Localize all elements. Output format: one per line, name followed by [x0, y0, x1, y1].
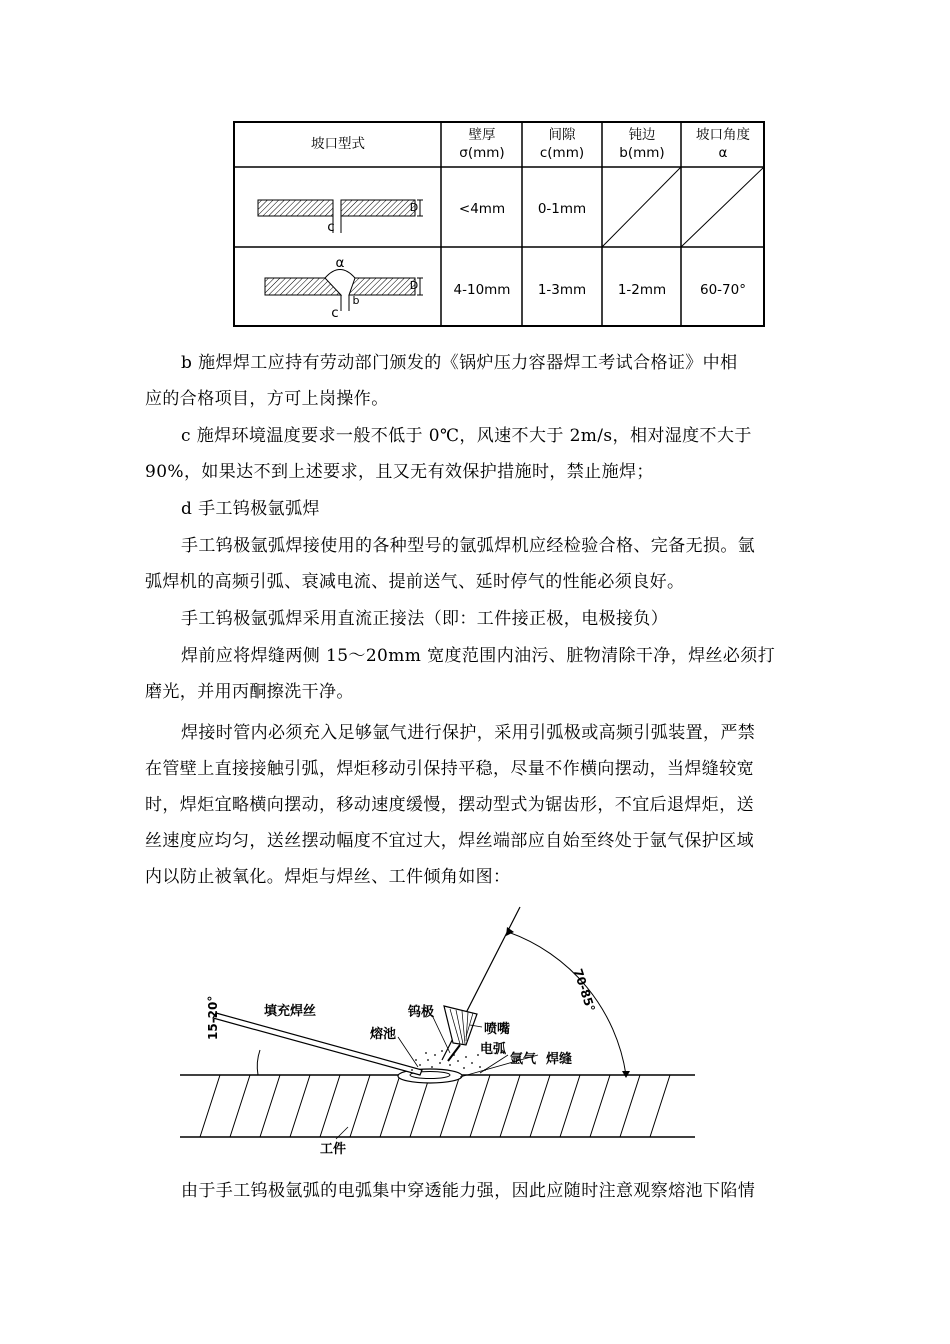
label-weld-pool: 熔池	[370, 1027, 397, 1042]
paragraph-line: 手工钨极氩弧焊采用直流正接法（即：工件接正极，电极接负）	[181, 609, 669, 629]
row2-thickness: 4-10mm	[453, 282, 511, 298]
header-angle: 坡口角度	[696, 127, 750, 143]
row2-blunt: 1-2mm	[617, 282, 667, 298]
paragraph-line: b 施焊焊工应持有劳动部门颁发的《锅炉压力容器焊工考试合格证》中相	[181, 353, 738, 373]
welding-diagram-drawing	[180, 905, 700, 1165]
welding-angle-diagram	[180, 905, 700, 1165]
row1-gap: 0-1mm	[537, 201, 587, 217]
row2-angle: 60-70°	[700, 282, 746, 298]
row2-label-d: D	[409, 279, 419, 292]
header-groove-type: 坡口型式	[311, 136, 365, 152]
paragraph-line: 焊前应将焊缝两侧 15～20mm 宽度范围内油污、脏物清除干净，焊丝必须打	[181, 646, 776, 666]
paragraph-line: 在管壁上直接接触引弧，焊炬移动引保持平稳，尽量不作横向摆动，当焊缝较宽	[145, 759, 754, 779]
paragraph-line: 由于手工钨极氩弧的电弧集中穿透能力强，因此应随时注意观察熔池下陷情	[181, 1181, 756, 1201]
label-arc: 电弧	[480, 1042, 507, 1057]
paragraph-line: 磨光，并用丙酮擦洗干净。	[145, 682, 354, 702]
paragraph-dc-polarity	[145, 601, 805, 637]
label-argon: 氩气	[510, 1052, 537, 1067]
paragraph-line: 应的合格项目，方可上岗操作。	[145, 389, 389, 409]
header-gap-unit: c(mm)	[539, 145, 585, 161]
paragraph-line: 90%，如果达不到上述要求，且又无有效保护措施时，禁止施焊；	[145, 462, 654, 482]
paragraph-line: 时，焊炬宜略横向摆动，移动速度缓慢，摆动型式为锯齿形，不宜后退焊炬，送	[145, 795, 754, 815]
header-thickness: 壁厚	[468, 127, 496, 143]
paragraph-line: 内以防止被氧化。焊炬与焊丝、工件倾角如图：	[145, 867, 511, 887]
label-filler-angle: 15-20°	[206, 995, 220, 1040]
paragraph-welding-process	[145, 715, 805, 895]
row2-label-alpha: α	[335, 255, 345, 271]
row1-thickness: <4mm	[458, 201, 506, 217]
paragraph-line: c 施焊环境温度要求一般不低于 0℃，风速不大于 2m/s，相对湿度不大于	[181, 426, 752, 446]
paragraph-cleaning	[145, 638, 805, 710]
square-butt-sketch	[258, 200, 423, 233]
paragraph-line: 弧焊机的高频引弧、衰减电流、提前送气、延时停气的性能必须良好。	[145, 572, 685, 592]
paragraph-line: 焊接时管内必须充入足够氩气进行保护，采用引弧极或高频引弧装置，严禁	[181, 723, 756, 743]
row1-label-c: c	[327, 219, 335, 235]
paragraph-section-d	[145, 491, 805, 527]
paragraph-line: 丝速度应均匀，送丝摆动幅度不宜过大，焊丝端部应自始至终处于氩气保护区域	[145, 831, 754, 851]
label-filler-wire: 填充焊丝	[264, 1004, 317, 1019]
label-torch-angle: 70-85°	[570, 967, 598, 1014]
row1-label-d: D	[409, 201, 419, 214]
groove-table	[233, 121, 765, 327]
row2-label-b: b	[352, 294, 360, 307]
paragraph-environment	[145, 418, 805, 490]
header-blunt-unit: b(mm)	[619, 145, 665, 161]
label-workpiece: 工件	[320, 1142, 347, 1157]
paragraph-welder-machine	[145, 528, 805, 600]
row2-label-c: c	[331, 305, 339, 321]
paragraph-line: 手工钨极氩弧焊接使用的各种型号的氩弧焊机应经检验合格、完备无损。氩	[181, 536, 756, 556]
v-groove-sketch	[265, 270, 423, 312]
paragraph-arc-penetration	[145, 1173, 805, 1209]
header-blunt: 钝边	[628, 127, 656, 143]
row2-gap: 1-3mm	[537, 282, 587, 298]
paragraph-welder-certificate	[145, 345, 805, 417]
label-nozzle: 喷嘴	[484, 1022, 511, 1037]
header-thickness-unit: σ(mm)	[459, 145, 505, 161]
header-angle-unit: α	[718, 145, 728, 161]
label-weld-seam: 焊缝	[546, 1052, 573, 1067]
header-gap: 间隙	[548, 127, 576, 143]
paragraph-line: d 手工钨极氩弧焊	[181, 499, 320, 519]
label-tungsten: 钨极	[408, 1005, 435, 1020]
workpiece-hatch	[200, 1075, 670, 1137]
